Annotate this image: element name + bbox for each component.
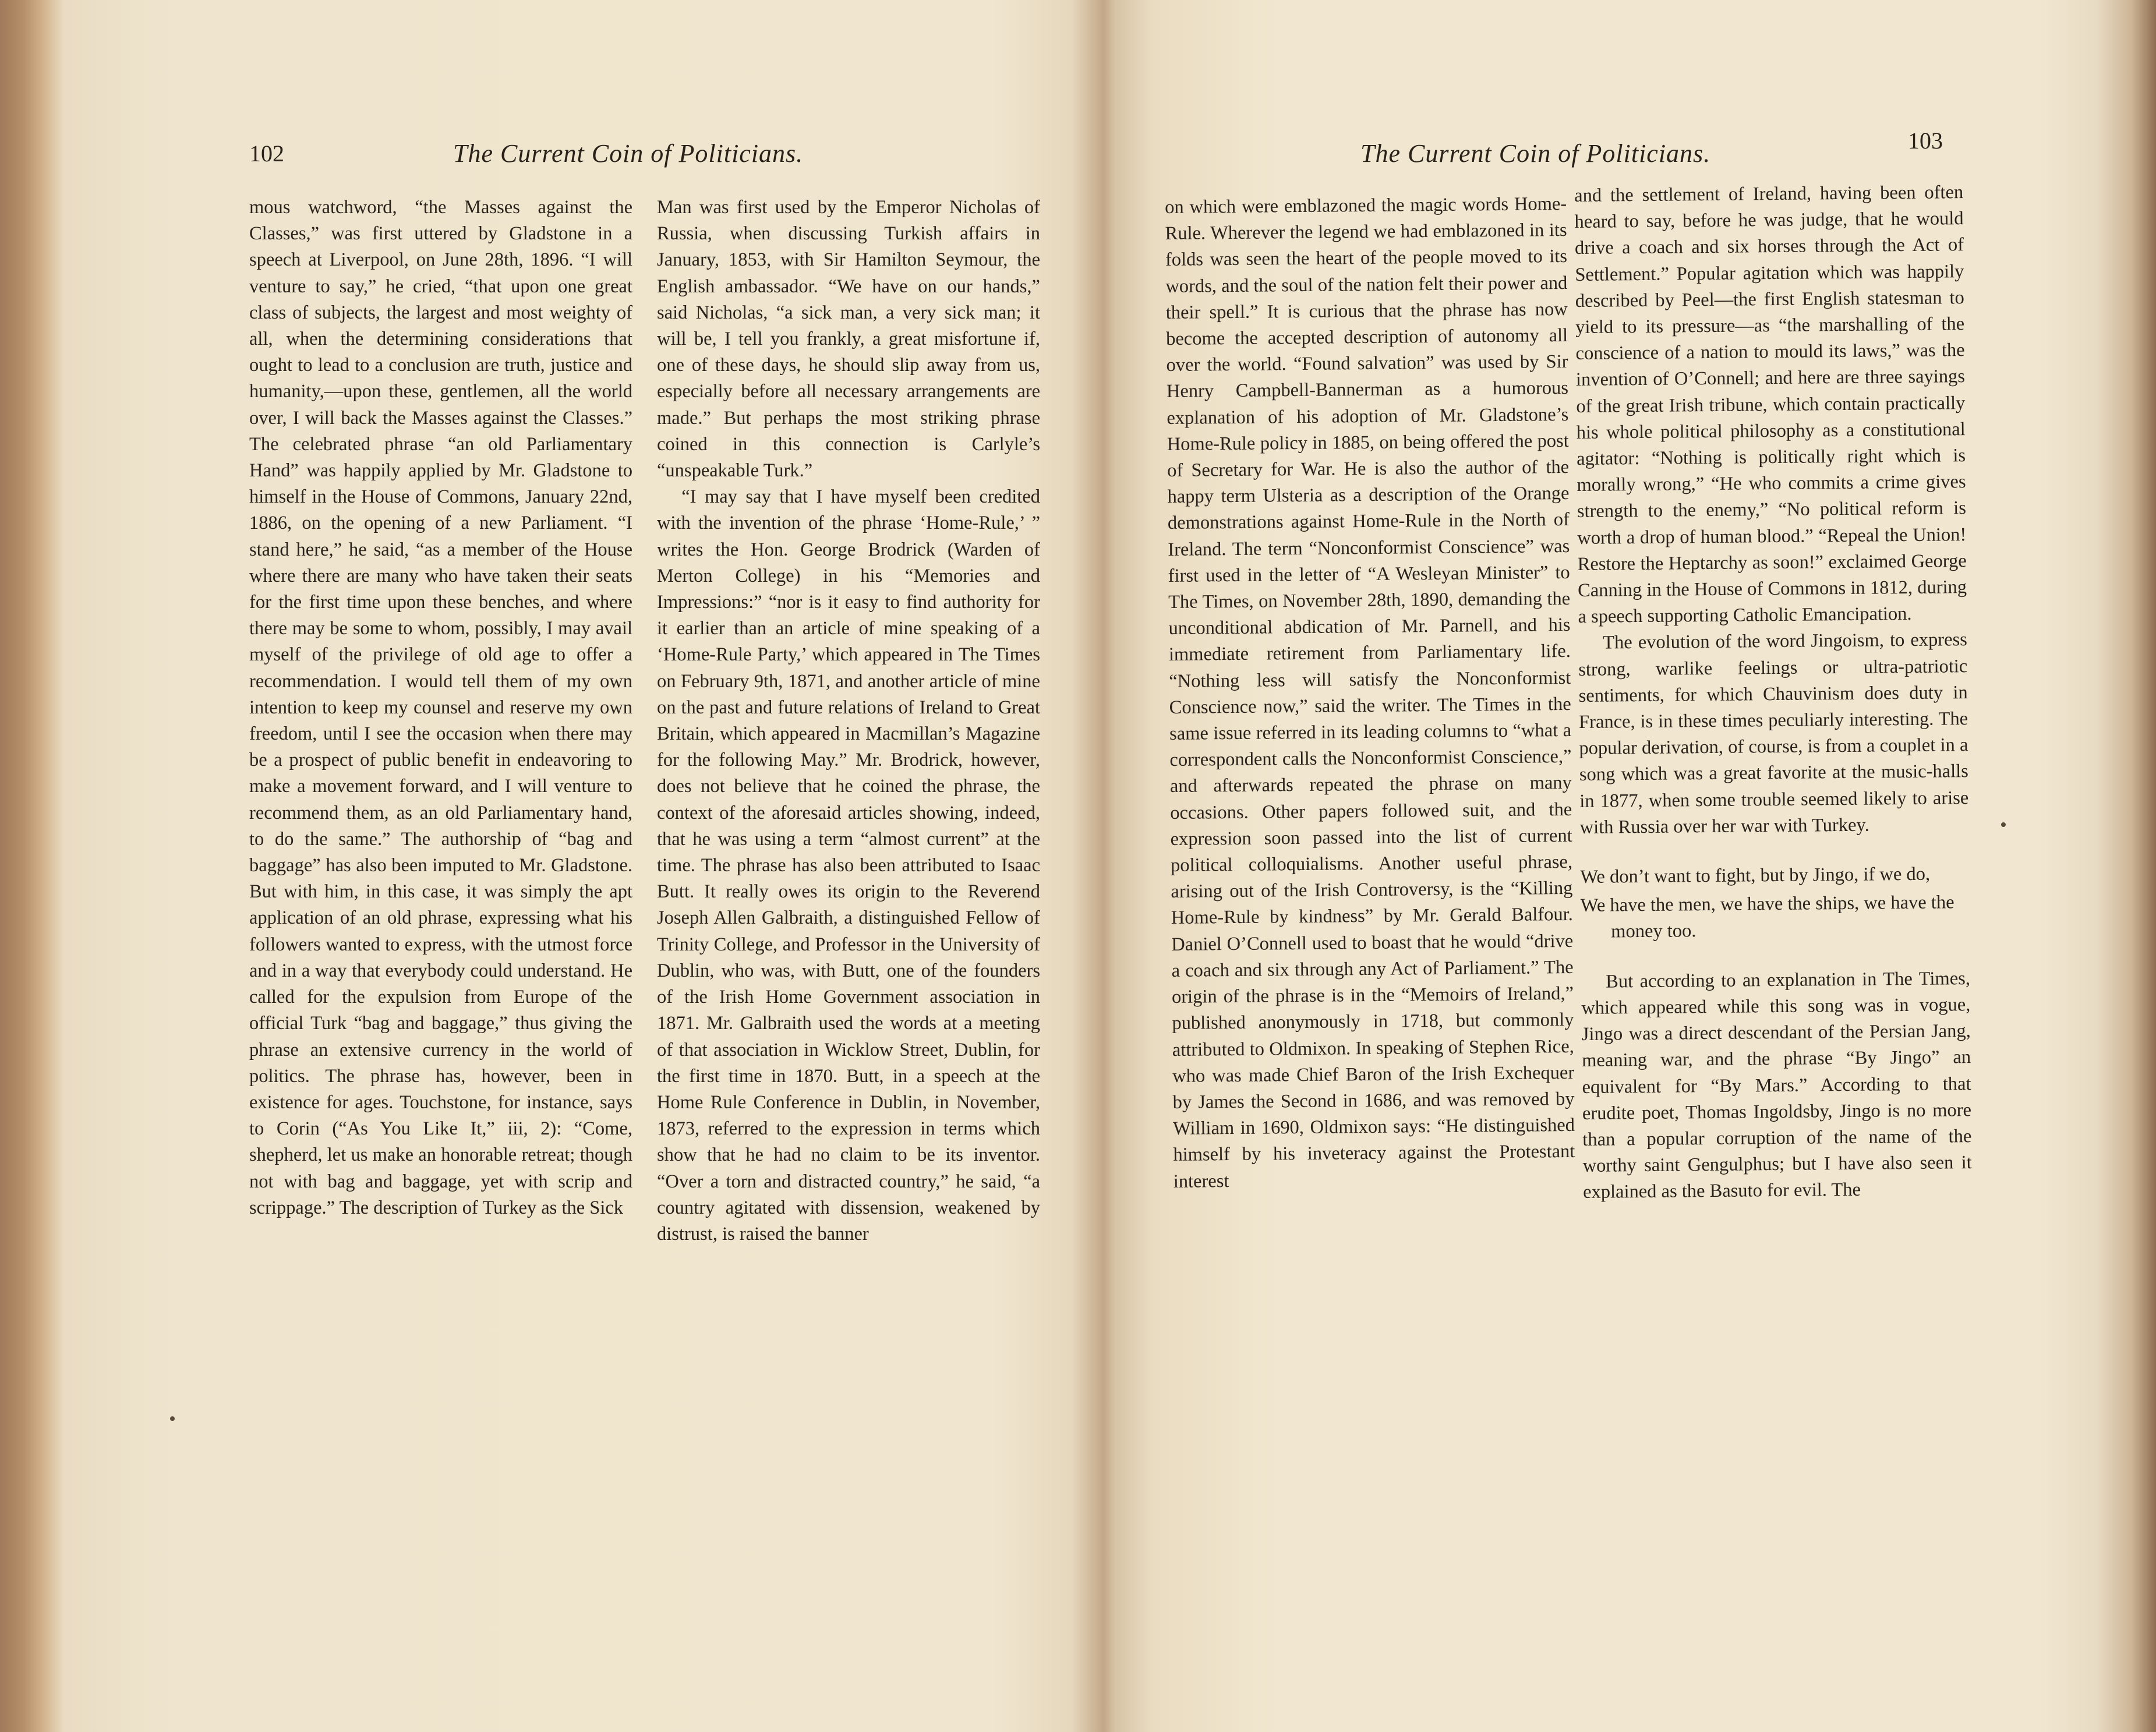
verse-line: We have the men, we have the ships, we have the money too. [1580,892,1954,942]
page-number: 103 [1908,128,1943,154]
page-number: 102 [249,140,284,167]
paragraph: The evolution of the word Jingoism, to express strong, warlike feelings or ultra-patriotic sentiments, for which Chauvinism does duty in France, is in these times peculiarly interesting. The popular derivation, of course, is from a couplet in a song which was a great favorite at the music-halls in 1877, when some trouble seemed likely to arise with Russia over her war with Turkey. [1578,629,1969,838]
text-column-1 [1165,191,1575,1195]
paragraph: mous watchword, “the Masses against the Classes,” was first uttered by Gladstone in a speech at Liverpool, on June 28th, 1896. “I will venture to say,” he cried, “that upon one great class of subjects, the largest and most weighty of all, when the determining considerations that ought to lead to a conclusion are truth, justice and humanity,—upon these, gentlemen, all the world over, I will back the Masses against the Classes.” The celebrated phrase “an old Parliamentary Hand” was happily applied by Mr. Gladstone to himself in the House of Commons, January 22nd, 1886, on the opening of a new Parliament. “I stand here,” he said, “as a member of the House where there are many who have taken their seats for the first time upon these benches, and where there may be some to whom, possibly, I may avail myself of the privilege of old age to offer a recommendation. I would tell them of my own intention to keep my counsel and reserve my own freedom, until I see the occasion when there may be a prospect of public benefit in endeavoring to make a movement forward, and I will venture to recommend them, as an old Parliamentary hand, to do the same.” The authorship of “bag and baggage” has also been imputed to Mr. Gladstone. But with him, in this case, it was simply the apt application of an old phrase, expressing what his followers wanted to express, with the utmost force and in a way that everybody could understand. He called for the expulsion from Europe of the official Turk “bag and baggage,” thus giving the phrase an extensive currency in the world of politics. The phrase has, however, been in existence for ages. Touchstone, for instance, says to Corin (“As You Like It,” iii, 2): “Come, shepherd, let us make an honorable retreat; though not with bag and baggage, yet with scrip and scrippage.” The description of Turkey as the Sick [249,197,632,1218]
paper-speck [2001,822,2006,827]
paragraph: Man was first used by the Emperor Nicholas of Russia, when discussing Turkish affairs in January, 1853, with Sir Hamilton Seymour, the English ambassador. “We have on our hands,” said Nicholas, “a sick man, a very sick man; it will be, I tell you frankly, a great misfortune if, one of these days, he should slip away from us, especially before all necessary arrangements are made.” But perhaps the most striking phrase coined in this connection is Carlyle’s “unspeakable Turk.” [657,197,1040,482]
paragraph: But according to an explanation in The Times, which appeared while this song was in vogue, Jingo was a direct descendant of the Persian Jang, meaning war, and the phrase “By Jingo” an equivalent for “By Mars.” According to that erudite poet, Thomas Ingoldsby, Jingo is no more than a popular corruption of the name of the worthy saint Gengulphus; but I have also seen it explained as the Basuto for evil. The [1581,967,1972,1203]
running-head: The Current Coin of Politicians. [1360,139,1711,168]
right-page [1101,0,2156,1732]
text-column-2 [657,195,1040,1247]
paragraph: on which were emblazoned the magic words Home-Rule. Wherever the legend we had emblazoned in its folds was seen the heart of the people moved to its words, and the soul of the nation felt their power and their spell.” It is curious that the phrase has now become the accepted description of autonomy all over the world. “Found salvation” was used by Sir Henry Campbell-Bannerman as a humorous explanation of his adoption of Mr. Gladstone’s Home-Rule policy in 1885, on being offered the post of Secretary for War. He is also the author of the happy term Ulsteria as a description of the Orange demonstrations against Home-Rule in the North of Ireland. The term “Nonconformist Conscience” was first used in the letter of “A Wesleyan Minister” to The Times, on November 28th, 1890, demanding the unconditional abdication of Mr. Parnell, and his immediate retirement from Parliamentary life. “Nothing less will satisfy the Nonconformist Conscience now,” said the writer. The Times in the same issue referred in its leading columns to “what a correspondent calls the Nonconformist Conscience,” and afterwards repeated the phrase on many occasions. Other papers followed suit, and the expression soon passed into the list of current political colloquialisms. Another useful phrase, arising out of the Irish Controversy, is the “Killing Home-Rule by kindness” by Mr. Gerald Balfour. Daniel O’Connell used to boast that he would “drive a coach and six through any Act of Parliament.” The origin of the phrase is in the “Memoirs of Ireland,” published anonymously in 1718, but commonly attributed to Oldmixon. In speaking of Stephen Rice, who was made Chief Baron of the Irish Exchequer by James the Second in 1686, and was removed by William in 1690, Oldmixon says: “He distinguished himself by his inveteracy against the Protestant interest [1165,193,1575,1192]
paragraph: “I may say that I have myself been credited with the invention of the phrase ‘Home-Rule,’ ” writes the Hon. George Brodrick (Warden of Merton College) in his “Memories and Impressions:” “nor is it easy to find authority for it earlier than an article of mine speaking of a ‘Home-Rule Party,’ which appeared in The Times on February 9th, 1871, and another article of mine on the past and future relations of Ireland to Great Britain, which appeared in Macmillan’s Magazine for the following May.” Mr. Brodrick, however, does not believe that he coined the phrase, the context of the aforesaid articles showing, indeed, that he was using a term “almost current” at the time. The phrase has also been attributed to Isaac Butt. It really owes its origin to the Reverend Joseph Allen Galbraith, a distinguished Fellow of Trinity College, and Professor in the University of Dublin, who was, with Butt, one of the founders of the Irish Home Government association in 1871. Mr. Galbraith used the words at a meeting of that association in Wicklow Street, Dublin, for the first time in 1870. Butt, in a speech at the Home Rule Conference in Dublin, in November, 1873, referred to the expression in terms which show that he had no claim to be its inventor. “Over a torn and distracted country,” he said, “a country agitated with dissension, weakened by distrust, is raised the banner [657,486,1040,1245]
text-column-1 [249,195,632,1221]
paper-speck [170,1416,175,1421]
text-column-2 [1574,179,1972,1206]
paragraph: and the settlement of Ireland, having been often heard to say, before he was judge, that he would drive a coach and six horses through the Act of Settlement.” Popular agitation which was happily described by Peel—the first English statesman to yield to its pressure—as “the marshalling of the conscience of a nation to mould its laws,” was the invention of O’Connell; and here are three sayings of the great Irish tribune, which contain practically his whole political philosophy as a constitutional agitator: “Nothing is politically right which is morally wrong,” “He who commits a crime gives strength to the enemy,” “No political reform is worth a drop of human blood.” “Repeal the Union! Restore the Heptarchy as soon!” exclaimed George Canning in the House of Commons in 1812, during a speech supporting Catholic Emancipation. [1574,182,1967,628]
verse-line: We don’t want to fight, but by Jingo, if we do, [1580,863,1931,888]
verse-quote [1580,861,1970,945]
running-head: The Current Coin of Politicians. [453,139,804,168]
